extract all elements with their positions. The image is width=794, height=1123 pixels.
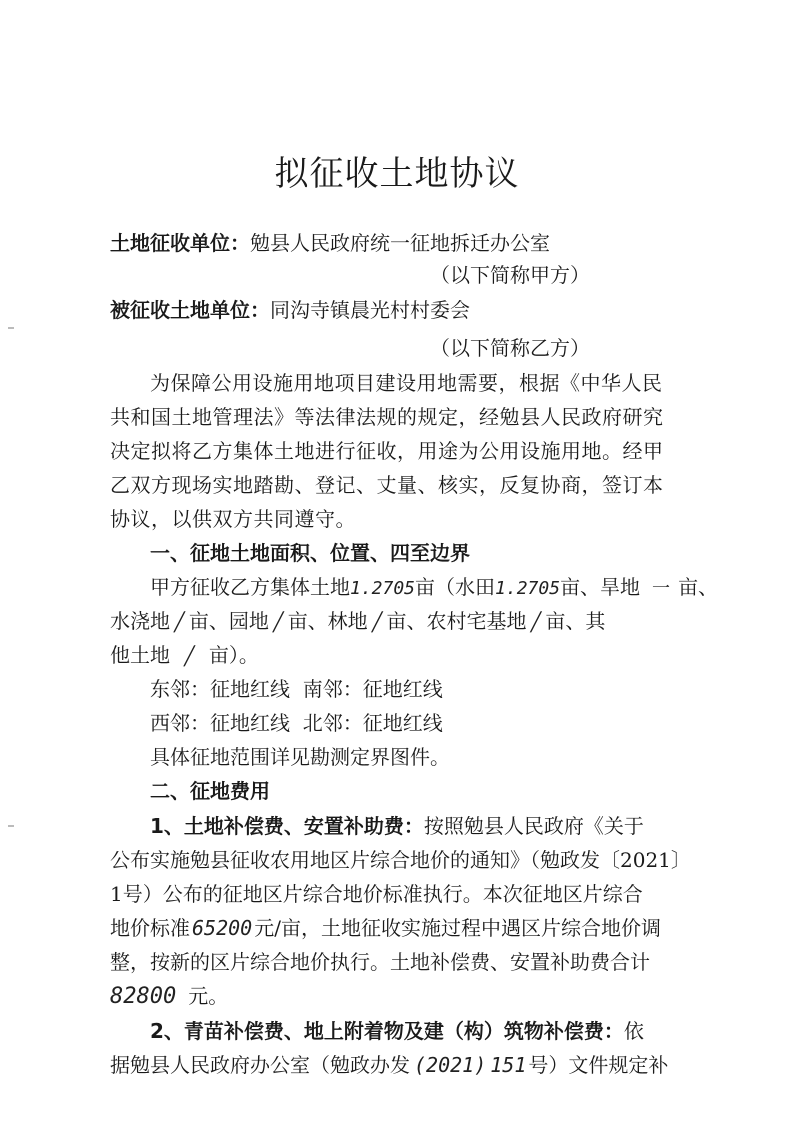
forest-area-handwritten: ╱ xyxy=(371,612,383,633)
boundary-line-2 xyxy=(150,709,443,737)
area-text: 亩（水田 xyxy=(415,575,496,599)
intro-line-5: 协议，以供双方共同遵守。 xyxy=(110,507,356,531)
fee-item-1-line-4 xyxy=(110,914,661,942)
fee-item-2-label: 2、青苗补偿费、地上附着物及建（构）筑物补偿费： xyxy=(150,1019,624,1043)
area-text: 亩）。 xyxy=(208,643,259,667)
area-text: 亩、其 xyxy=(545,609,606,633)
boundary-line-1 xyxy=(150,675,443,703)
intro-line-4: 乙双方现场实地踏勘、登记、丈量、核实，反复协商，签订本 xyxy=(110,473,664,497)
fee-item-1-label: 1、土地补偿费、安置补助费： xyxy=(150,814,424,838)
fee-item-1-line-2: 公布实施勉县征收农用地区片综合地价的通知》（勉政发〔2021〕 xyxy=(110,848,691,872)
area-text: 亩、林地 xyxy=(287,609,368,633)
south-boundary: 南邻：征地红线 xyxy=(302,677,443,701)
area-text: 亩、旱地 xyxy=(560,575,641,599)
party-a-label: 土地征收单位： xyxy=(110,231,250,255)
section-1-heading: 一、征地土地面积、位置、四至边界 xyxy=(150,541,470,565)
area-line-2 xyxy=(110,607,605,637)
area-text: 亩、园地 xyxy=(188,609,269,633)
intro-line-3: 决定拟将乙方集体土地进行征收，用途为公用设施用地。经甲 xyxy=(110,439,664,463)
fee-item-1-text: 元。 xyxy=(188,984,229,1008)
section-2-heading: 二、征地费用 xyxy=(150,779,270,803)
area-text: 甲方征收乙方集体土地 xyxy=(150,575,350,599)
paddy-area-handwritten: 1.2705 xyxy=(495,578,561,599)
area-line-3 xyxy=(110,641,259,671)
fee-item-2-text: 号）文件规定补 xyxy=(528,1053,669,1077)
other-area-handwritten: ╱ xyxy=(184,646,195,667)
party-b-line xyxy=(110,296,470,324)
area-text: 亩、农村宅基地 xyxy=(386,609,527,633)
fee-item-1-text: 按照勉县人民政府《关于 xyxy=(423,814,644,838)
total-fee-handwritten: 82800 xyxy=(110,984,177,1009)
area-text: 他土地 xyxy=(110,643,170,667)
intro-line-2: 共和国土地管理法》等法律法规的规定，经勉县人民政府研究 xyxy=(110,405,664,429)
party-b-alias: （以下简称乙方） xyxy=(430,336,590,360)
doc-year-handwritten: (2021) xyxy=(414,1053,487,1077)
party-a-value: 勉县人民政府统一征地拆迁办公室 xyxy=(250,231,550,255)
fee-item-2-text: 据勉县人民政府办公室（勉政办发 xyxy=(110,1053,410,1077)
price-handwritten: 65200 xyxy=(192,916,253,940)
fee-item-1-text: 元/亩，土地征收实施过程中遇区片综合地价调 xyxy=(254,916,661,940)
area-text: 水浇地 xyxy=(110,609,170,633)
fee-item-1-line-5: 整，按新的区片综合地价执行。土地补偿费、安置补助费合计 xyxy=(110,950,650,974)
intro-line-1: 为保障公用设施用地项目建设用地需要，根据《中华人民 xyxy=(150,371,663,395)
party-b-value: 同沟寺镇晨光村村委会 xyxy=(270,298,470,322)
scan-mark xyxy=(8,825,14,827)
fee-item-2-text: 依 xyxy=(623,1019,644,1043)
garden-area-handwritten: ╱ xyxy=(272,612,284,633)
scan-mark xyxy=(8,327,14,329)
irrigated-area-handwritten: ╱ xyxy=(174,612,185,633)
total-area-handwritten: 1.2705 xyxy=(350,578,416,599)
west-boundary: 西邻：征地红线 xyxy=(150,711,290,735)
fee-item-2-line-2 xyxy=(110,1051,668,1079)
fee-item-1-text: 地价标准 xyxy=(110,916,190,940)
east-boundary: 东邻：征地红线 xyxy=(150,677,290,701)
north-boundary: 北邻：征地红线 xyxy=(302,711,443,735)
document-title: 拟征收土地协议 xyxy=(274,154,520,194)
doc-number-handwritten: 151 xyxy=(490,1053,527,1077)
fee-item-1-line-1 xyxy=(150,812,644,840)
scope-note: 具体征地范围详见勘测定界图件。 xyxy=(150,745,450,769)
area-text: 亩、 xyxy=(678,575,719,599)
party-a-alias: （以下简称甲方） xyxy=(430,263,590,287)
fee-item-2-line-1 xyxy=(150,1017,644,1045)
party-a-line xyxy=(110,229,550,257)
party-b-label: 被征收土地单位： xyxy=(110,298,270,322)
homestead-area-handwritten: ╱ xyxy=(530,612,542,633)
fee-item-1-line-6 xyxy=(110,982,228,1011)
dry-area-handwritten: 一 xyxy=(650,578,669,599)
area-line-1 xyxy=(150,573,718,603)
fee-item-1-line-3: 1号）公布的征地区片综合地价标准执行。本次征地区片综合 xyxy=(110,882,643,906)
